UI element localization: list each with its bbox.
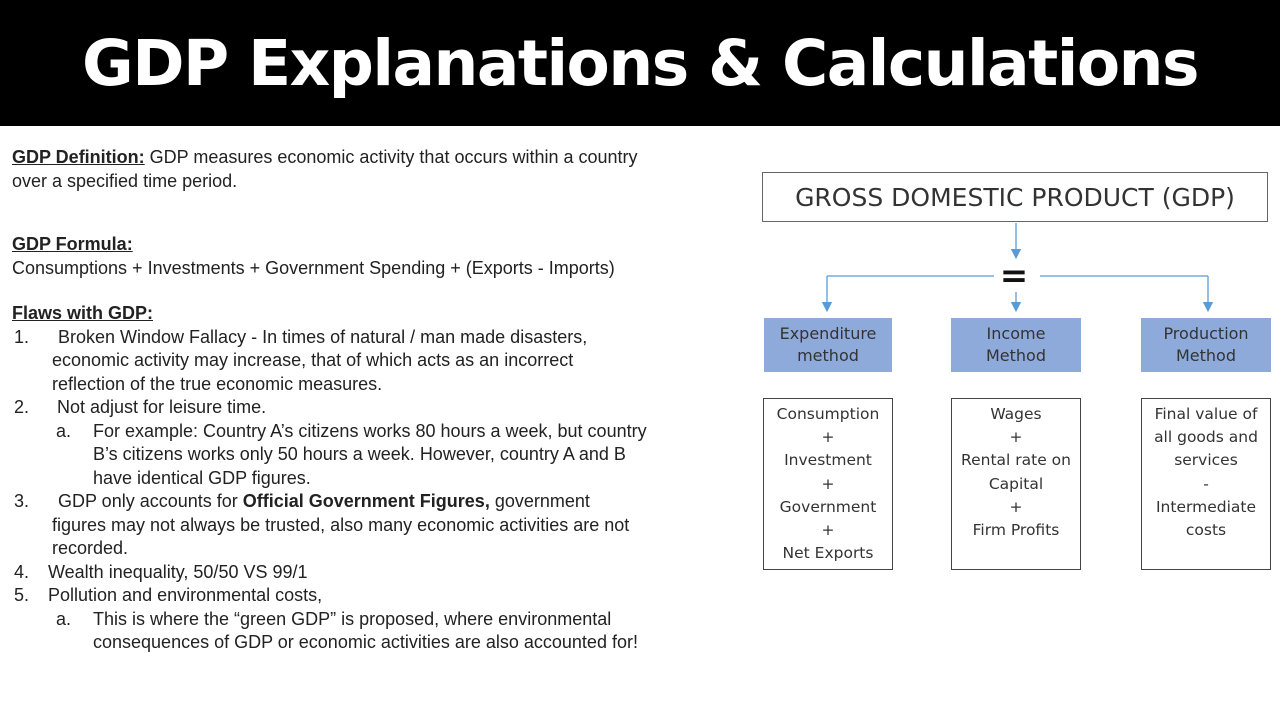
definition-text-line2: over a specified time period. xyxy=(12,170,238,191)
flaw-line xyxy=(58,490,732,514)
detail-line: Consumption xyxy=(776,405,880,423)
detail-line: Firm Profits xyxy=(972,521,1060,540)
details-box-expenditure xyxy=(763,398,893,570)
flaw-number: 3. xyxy=(14,491,30,511)
gdp-methods-diagram xyxy=(756,164,1276,584)
flaw-sub-letter: a. xyxy=(56,608,72,629)
detail-line: - xyxy=(1203,474,1209,493)
flaw-line: reflection of the true economic measures. xyxy=(52,373,383,394)
flaw-sub-line: For example: Country A’s citizens works 80 hours a week, but country xyxy=(93,420,647,441)
method-title-line: Production xyxy=(1163,324,1249,343)
detail-line: + xyxy=(1009,428,1023,447)
method-title-line: Method xyxy=(1175,346,1236,365)
flaw-line: recorded. xyxy=(52,538,129,558)
definition-heading: GDP Definition: xyxy=(12,147,145,167)
flaw-line: figures may not always be trusted, also many economic activities are not xyxy=(52,514,630,535)
detail-line: Final value of xyxy=(1154,405,1258,423)
flaws-heading: Flaws with GDP: xyxy=(12,303,154,323)
detail-line: services xyxy=(1174,451,1238,470)
flaw-item-1 xyxy=(12,326,732,397)
detail-line: + xyxy=(821,474,835,493)
flaw-number: 4. xyxy=(14,561,30,582)
detail-line: Rental rate on xyxy=(961,451,1071,470)
definition-text-line1: GDP measures economic activity that occurs within a country xyxy=(144,147,638,167)
method-title-line: method xyxy=(797,346,859,365)
flaw-text: government xyxy=(489,491,590,511)
flaw-line: Pollution and environmental costs, xyxy=(48,585,323,605)
detail-line: Capital xyxy=(988,474,1044,493)
detail-line: costs xyxy=(1185,521,1227,540)
method-title-line: Method xyxy=(985,346,1046,365)
flaw-item-5 xyxy=(12,584,732,608)
flaw-sub-line: consequences of GDP or economic activities are also accounted for! xyxy=(93,632,638,652)
notes-column xyxy=(12,146,732,655)
detail-line: Net Exports xyxy=(782,544,874,563)
flaw-sub-line: have identical GDP figures. xyxy=(93,467,311,488)
detail-line: + xyxy=(821,428,835,447)
flaw-line: Wealth inequality, 50/50 VS 99/1 xyxy=(48,561,308,582)
method-title-line: Expenditure xyxy=(779,324,877,343)
method-box-production xyxy=(1141,318,1271,372)
flaw-number: 5. xyxy=(14,585,30,605)
method-title-line: Income xyxy=(986,324,1046,343)
flaw-line: Not adjust for leisure time. xyxy=(57,397,267,417)
details-box-production xyxy=(1141,398,1271,570)
flaw-bold-text: Official Government Figures, xyxy=(242,491,490,511)
flaw-line: Broken Window Fallacy - In times of natural / man made disasters, xyxy=(58,326,588,347)
flaw-item-2 xyxy=(12,396,732,420)
method-box-expenditure xyxy=(764,318,892,372)
detail-line: Government xyxy=(779,497,877,516)
detail-line: + xyxy=(821,521,835,540)
method-box-income xyxy=(951,318,1081,372)
definition-paragraph xyxy=(12,146,732,193)
detail-line: Intermediate xyxy=(1155,497,1256,516)
flaw-item-4 xyxy=(12,561,732,585)
flaw-sub-letter: a. xyxy=(56,420,72,441)
flaw-line: economic activity may increase, that of which acts as an incorrect xyxy=(52,350,574,370)
details-box-income xyxy=(951,398,1081,570)
equals-sign: = xyxy=(999,256,1029,296)
flaw-number: 1. xyxy=(14,326,30,347)
flaw-item-3 xyxy=(12,490,732,561)
flaw-sub-line: B’s citizens works only 50 hours a week. However, country A and B xyxy=(93,444,626,464)
detail-line: + xyxy=(1009,497,1023,516)
flaw-sub-line: This is where the “green GDP” is proposed, where environmental xyxy=(93,608,612,629)
flaw-text: GDP only accounts for xyxy=(58,491,243,511)
detail-line: all goods and xyxy=(1154,428,1258,447)
formula-heading: GDP Formula: xyxy=(12,234,133,254)
gdp-top-box: GROSS DOMESTIC PRODUCT (GDP) xyxy=(762,172,1268,222)
flaw-number: 2. xyxy=(14,397,30,417)
detail-line: Investment xyxy=(784,451,872,470)
page-title: GDP Explanations & Calculations xyxy=(82,26,1198,100)
detail-line: Wages xyxy=(990,405,1042,423)
flaw-subitem-2a xyxy=(12,420,732,491)
flaw-subitem-5a xyxy=(12,608,732,655)
title-banner xyxy=(0,0,1280,126)
formula-text: Consumptions + Investments + Government Spending + (Exports - Imports) xyxy=(12,257,615,278)
